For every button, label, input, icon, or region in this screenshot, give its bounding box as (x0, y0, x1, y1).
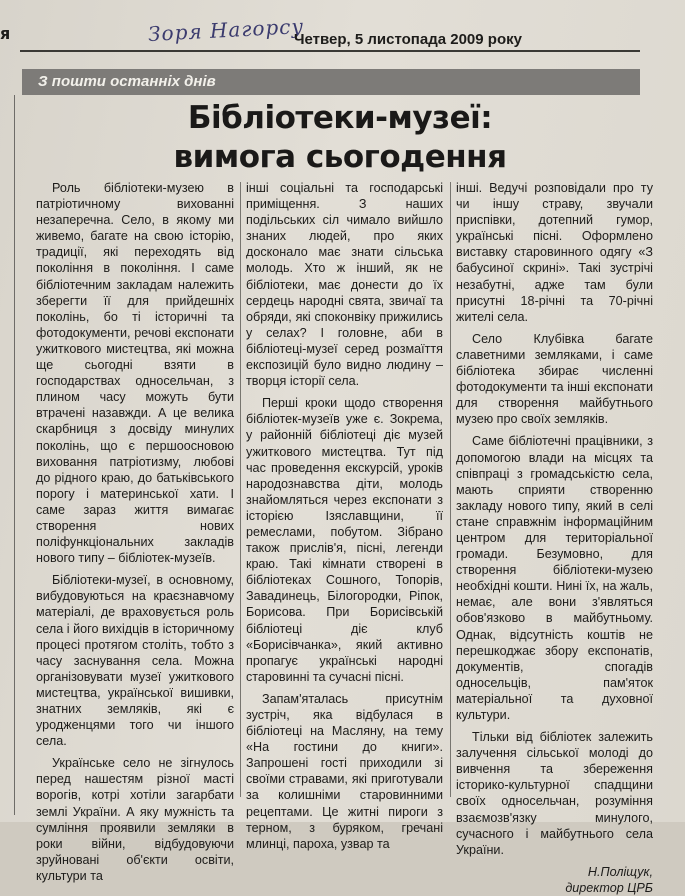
paragraph: Саме бібліотечні працівники, з допомогою влади на місцях та співпраці з громадськістю села, мають сприяти створенню закладу нового типу, який в селі стане справжнім інформаційним центром для територіальної громади. Безумовно, для створення бібліотеки-музею необхідні кошти. Нині їх, на жаль, немає, але вони з'являться обов'язково в майбутньому. Однак, відсутність коштів не перешкоджає збору експонатів, документів, спогадів односельців, пам'яток матеріальної та духовної культури. (456, 434, 653, 722)
title-line-2: вимога сьогодення (173, 139, 507, 175)
paragraph: Бібліотеки-музеї, в основному, вибудовуються на краєзнавчому матеріалі, де враховується роль села і його вихідців в історичному процесі протягом століть, тобто з часу заснування села. Можна організовувати музеї ужиткового мистецтва, української вишивки, знатних земляків, які є уродженцями того чи іншого села. (36, 573, 234, 749)
paragraph: інші. Ведучі розповідали про ту чи іншу страву, звучали приспівки, дотепний гумор, українські пісні. Оформлено виставку старовинного одягу «З бабусиної скрині». Такі зустрічі незабутні, адже там були присутні 18-річні та 70-річні жителі села. (456, 181, 653, 324)
paragraph: Тільки від бібліотек залежить залучення сільської молоді до вивчення та збереження історико-культурної спадщини своїх односельчан, розуміння взаємозв'язку минулого, сучасного і майбутнього села України. (456, 730, 653, 857)
column-divider-2 (450, 182, 451, 797)
section-rubric (22, 69, 640, 95)
article-title (80, 99, 600, 177)
author-signature (456, 864, 653, 896)
header-rule (20, 50, 640, 52)
paragraph: Роль бібліотеки-музею в патріотичному вихованні незаперечна. Село, в якому ми живемо, багате на свою історію, традиції, які переходять від покоління в покоління. І саме бібліотечним закладам належить зберегти її для прийдешніх поколінь, бо ті історичні та фотодокументи, речові експонати ужиткового мистецтва, які можна ще сьогодні взяти в господарствах односельчан, з плином часу можуть бути втрачені назавжди. А це велика скарбниця з досвіду минулих поколінь, що є першоосновою виховання патріотизму, любові до рідного краю, до батьківського порогу і материнської хати. І саме зараз життя вимагає створення нових поліфункціональних закладів нового типу – бібліотек-музеїв. (36, 181, 234, 566)
article-column-2 (246, 180, 443, 852)
paragraph: Перші кроки щодо створення бібліотек-музеїв уже є. Зокрема, у районній бібліотеці діє музей ужиткового мистецтва. Тут під час проведення екскурсій, уроків народознавства діти, молодь знайомляться через експонати з історією Ізяславщини, її ремеслами, побутом. Зібрано також прислів'я, пісні, легенди краю. Такі кімнати створені в бібліотеках Сошного, Топорів, Завадинець, Білогородки, Ріпок, Борисова. При Борисівській бібліотеці діє клуб «Борисівчанка», який активно пропагує українські народні старовинні та сучасні пісні. (246, 396, 443, 684)
page-corner-letter: я (0, 24, 11, 43)
author-role: директор ЦРБ (565, 880, 653, 895)
paragraph: Запам'яталась присутнім зустріч, яка відбулася в бібліотеці на Масляну, на тему «На гостини до книги». Запрошені гості приходили зі своїми стравами, які приготували за колишніми старовинними рецептами. Це житні пироги з терном, з буряком, гречані млинці, пароха, узвар та (246, 691, 443, 851)
handwritten-newspaper-name: Зоря Нагорсу (147, 13, 305, 47)
article-column-3 (456, 180, 653, 896)
title-line-1: Бібліотеки-музеї: (187, 100, 493, 136)
paragraph: Українське село не зігнулось перед нашестям різної масті ворогів, котрі хотіли загарбати землі України. А яку мужність та сумління проявили земляки в роки війни, відбудовуючи зруйновані об'єкти освіти, культури та (36, 756, 234, 883)
page-header (0, 14, 685, 50)
paragraph: інші соціальні та господарські приміщення. З наших подільських сіл чимало вийшло знаних людей, про яких досконало має знати сільська молодь. Хто ж інший, як не бібліотеки, має донести до їх сердець народні свята, звичаї та обряди, які споконвіку прижились у селах? І головне, аби в бібліотеці-музеї серед розмаїття експозицій було видно людину – творця історії села. (246, 181, 443, 389)
column-divider-1 (240, 182, 241, 797)
rubric-label: З пошти останніх днів (38, 73, 216, 90)
issue-date: Четвер, 5 листопада 2009 року (294, 31, 522, 48)
paragraph: Село Клубівка багате славетними земляками, і саме бібліотека збирає численні фотодокументи та інші експонати для створення майбутнього музею про своїх земляків. (456, 331, 653, 427)
author-name: Н.Поліщук, (587, 864, 653, 879)
left-margin-rule (14, 95, 15, 815)
article-column-1 (36, 180, 234, 884)
